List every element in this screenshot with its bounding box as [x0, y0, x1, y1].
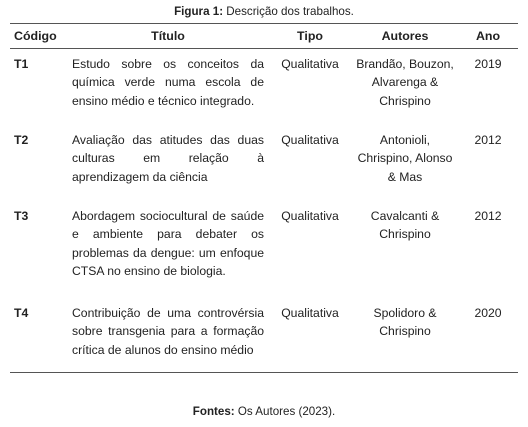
row-code: T1: [14, 57, 29, 71]
row-title: Estudo sobre os conceitos da química verde numa escola de ensino médio e técnico integrado.: [72, 57, 264, 108]
row-title: Abordagem sociocultural de saúde e ambiente para debater os problemas da dengue: um enfoque CTSA no ensino de biologia.: [72, 209, 264, 279]
row-year: 2012: [474, 209, 502, 223]
row-type: Qualitativa: [281, 57, 339, 71]
header-type: Tipo: [297, 29, 323, 43]
table-row: [10, 49, 518, 126]
table-body: [10, 49, 518, 373]
source-label: Fontes:: [192, 405, 235, 418]
figure-caption: [0, 5, 528, 18]
header-code: Código: [14, 29, 57, 43]
header-year: Ano: [475, 29, 501, 43]
row-year: 2020: [474, 306, 502, 320]
row-authors: Spolidoro & Chrispino: [373, 306, 437, 339]
row-code: T3: [14, 209, 29, 223]
table-row: [10, 298, 518, 373]
row-code: T4: [14, 306, 29, 320]
row-type: Qualitativa: [281, 133, 339, 147]
table-header: [10, 24, 518, 49]
table-source: [0, 405, 528, 418]
header-row: [10, 24, 518, 49]
row-code: T2: [14, 133, 29, 147]
row-title: Avaliação das atitudes das duas culturas em relação à aprendizagem da ciência: [72, 133, 264, 184]
header-title: Título: [151, 29, 185, 43]
row-authors: Antonioli, Chrispino, Alonso & Mas: [357, 133, 453, 184]
table-row: [10, 201, 518, 298]
row-authors: Cavalcanti & Chrispino: [370, 209, 440, 242]
figure-caption-text: Descrição dos trabalhos.: [223, 5, 354, 18]
row-type: Qualitativa: [281, 306, 339, 320]
row-year: 2012: [474, 133, 502, 147]
row-type: Qualitativa: [281, 209, 339, 223]
row-authors: Brandão, Bouzon, Alvarenga & Chrispino: [356, 57, 454, 108]
header-authors: Autores: [381, 29, 429, 43]
table-row: [10, 125, 518, 201]
works-table: [10, 23, 518, 373]
source-text: Os Autores (2023).: [234, 405, 336, 418]
row-title: Contribuição de uma controvérsia sobre transgenia para a formação crítica de alunos do ensino médio: [72, 306, 264, 357]
figure-caption-label: Figura 1:: [174, 5, 224, 18]
row-year: 2019: [474, 57, 502, 71]
